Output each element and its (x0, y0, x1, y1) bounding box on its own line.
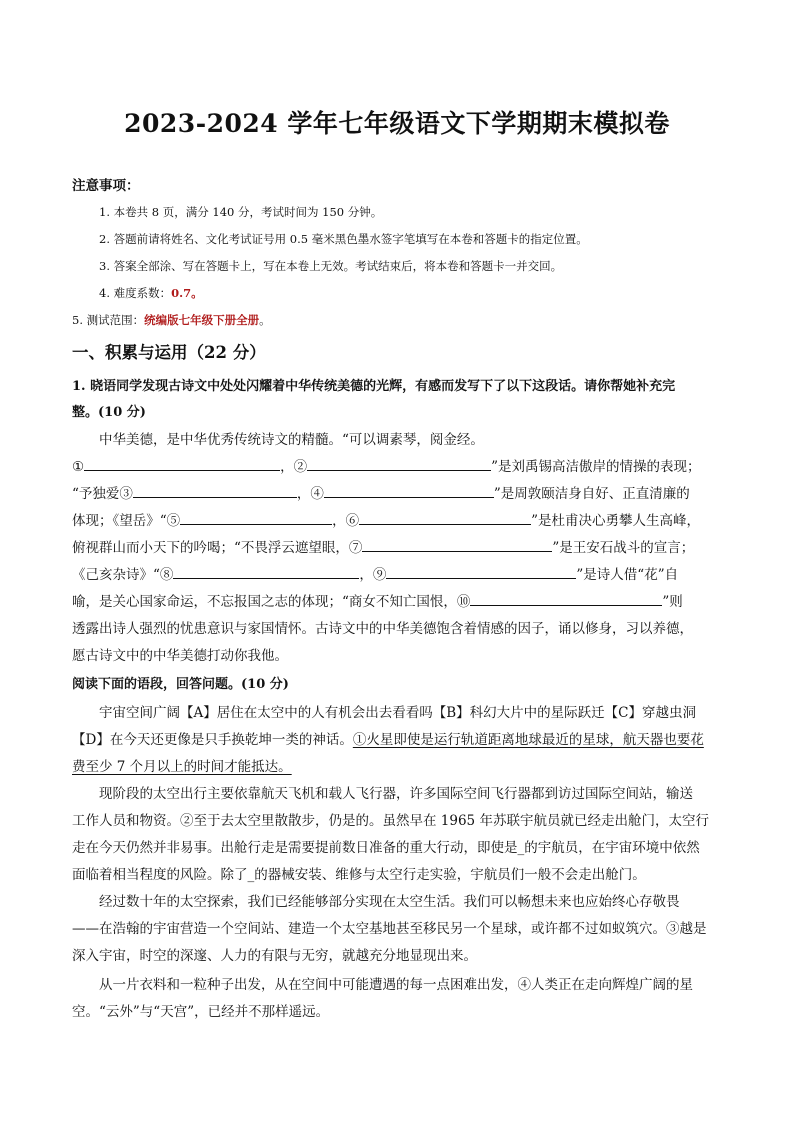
blank-number: ① (72, 459, 85, 475)
reading-line: 从一片衣料和一粒种子出发，从在空间中可能遭遇的每一点困难出发，④人类正在走向辉煌广阔的星 (99, 977, 693, 993)
reading-line: 走在今天仍然并非易事。出舱行走是需要提前数日准备的重大行动，即使是_的宇航员，在宇宙环境中依然 (72, 840, 700, 856)
answer-blank-7[interactable] (362, 537, 552, 552)
blank-number: ，⑨ (359, 567, 387, 583)
notice-item: 1. 本卷共 8 页，满分 140 分，考试时间为 150 分钟。 (99, 205, 383, 219)
answer-blank-5[interactable] (180, 510, 332, 525)
passage-text: 喻，是关心国家命运，不忘报国之志的体现；“商女不知亡国恨，⑩ (72, 594, 471, 610)
notice-item: 2. 答题前请将姓名、文化考试证号用 0.5 毫米黑色墨水签字笔填写在本卷和答题卡的指定位置。 (99, 232, 588, 246)
reading-line: 宇宙空间广阔【A】居住在太空中的人有机会出去看看吗【B】科幻大片中的星际跃迁【C】穿越虫洞 (99, 705, 696, 721)
notice-heading: 注意事项： (72, 178, 140, 194)
answer-blank-6[interactable] (359, 510, 531, 525)
section-heading: 一、积累与运用（22 分） (72, 343, 266, 362)
underlined-sentence: ①火星即使是运行轨道距离地球最近的星球，航天器也要花 (352, 732, 704, 748)
passage-text: ”是诗人借“花”自 (576, 567, 679, 583)
answer-blank-3[interactable] (133, 483, 297, 498)
passage-text: ”则 (662, 594, 683, 610)
reading-line: 工作人员和物资。②至于去太空里散散步，仍是的。虽然早在 1965 年苏联宇航员就已经走出舱门，太空行 (72, 813, 709, 829)
question-1-line: 整。(10 分) (72, 405, 146, 420)
answer-blank-10[interactable] (470, 591, 662, 606)
blank-number: ，② (280, 459, 308, 475)
answer-blank-1[interactable] (84, 456, 280, 471)
passage-text: 俯视群山而小天下的吟喝；“不畏浮云遮望眼，⑦ (72, 540, 363, 556)
passage-text: ”是刘禹锡高洁傲岸的情操的表现； (491, 459, 701, 475)
passage-line (72, 482, 690, 502)
reading-line: 空。“云外”与“天宫”，已经并不那样遥远。 (72, 1004, 330, 1020)
scope-value: 统编版七年级下册全册 (144, 313, 260, 327)
passage-line (72, 563, 678, 583)
passage-text: ”是王安石战斗的宣言； (552, 540, 695, 556)
difficulty-label: 4. 难度系数： (99, 286, 172, 300)
passage-text: 体现；《望岳》“⑤ (72, 513, 181, 529)
notice-scope (72, 312, 271, 328)
passage-line (72, 536, 694, 556)
reading-text: 【D】在今天还更像是只手换乾坤一类的神话。 (72, 732, 353, 748)
reading-line: 面临着相当程度的风险。除了_的器械安装、维修与太空行走实验，宇航员们一般不会走出舱门。 (72, 867, 646, 883)
blank-number: ，④ (296, 486, 324, 502)
passage-line: 透露出诗人强烈的忧患意识与家国情怀。古诗文中的中华美德饱含着情感的因子，诵以修身，习以养德， (72, 621, 693, 637)
passage-text: ”是杜甫决心勇攀人生高峰， (531, 513, 701, 529)
reading-line: 现阶段的太空出行主要依靠航天飞机和载人飞行器，许多国际空间飞行器都到访过国际空间站，输送 (99, 786, 693, 802)
passage-text: “予独爱③ (72, 486, 133, 502)
answer-blank-8[interactable] (173, 564, 359, 579)
notice-difficulty (99, 285, 203, 301)
reading-line (72, 755, 292, 775)
answer-blank-4[interactable] (324, 483, 494, 498)
reading-heading: 阅读下面的语段，回答问题。(10 分) (72, 677, 289, 692)
passage-line: 愿古诗文中的中华美德打动你我他。 (72, 648, 288, 664)
passage-line: 中华美德，是中华优秀传统诗文的精髓。“可以调素琴，阅金经。 (99, 432, 484, 448)
passage-line (72, 455, 701, 475)
scope-end: 。 (259, 313, 271, 327)
passage-text: 《己亥杂诗》“⑧ (72, 567, 174, 583)
passage-text: ”是周敦颐洁身自好、正直清廉的 (493, 486, 690, 502)
reading-line: 深入宇宙，时空的深邃、人力的有限与无穷，就越充分地显现出来。 (72, 948, 477, 964)
reading-line: 经过数十年的太空探索，我们已经能够部分实现在太空生活。我们可以畅想未来也应始终心存敬畏 (99, 894, 680, 910)
scope-label: 5. 测试范围： (72, 313, 145, 327)
reading-line (72, 728, 704, 748)
question-1-line: 1. 晓语同学发现古诗文中处处闪耀着中华传统美德的光辉，有感而发写下了以下这段话。请你帮她补充完 (72, 379, 676, 394)
passage-line (72, 590, 683, 610)
blank-number: ，⑥ (332, 513, 360, 529)
underlined-sentence: 费至少 7 个月以上的时间才能抵达。 (72, 759, 292, 775)
reading-line: ——在浩翰的宇宙营造一个空间站、建造一个太空基地甚至移民另一个星球，或许都不过如蚁筑穴。③越是 (72, 921, 707, 937)
notice-item: 3. 答案全部涂、写在答题卡上，写在本卷上无效。考试结束后，将本卷和答题卡一并交回。 (99, 259, 563, 273)
page-title: 2023-2024 学年七年级语文下学期期末模拟卷 (124, 109, 670, 138)
passage-line (72, 509, 700, 529)
answer-blank-9[interactable] (386, 564, 576, 579)
answer-blank-2[interactable] (307, 456, 491, 471)
difficulty-value: 0.7。 (171, 286, 203, 300)
